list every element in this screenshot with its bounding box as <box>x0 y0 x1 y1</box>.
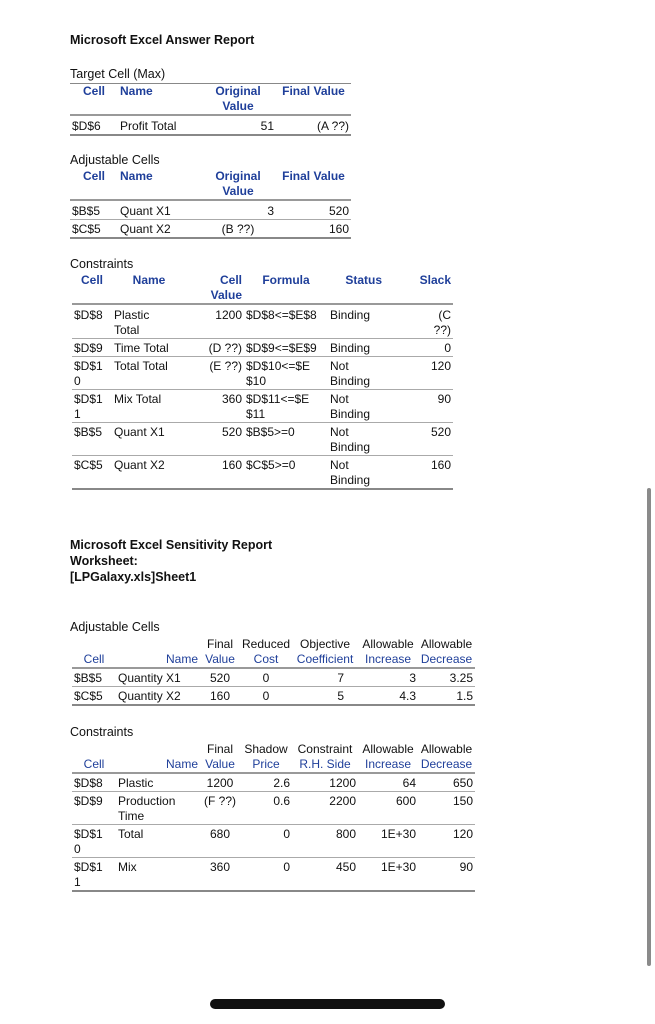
cell-ref: $D$8 <box>72 773 116 792</box>
cell-name <box>112 304 186 339</box>
table-row <box>72 456 453 490</box>
col-cell-header: Cell <box>70 84 118 116</box>
sens-adjustable-label: Adjustable Cells <box>70 620 160 634</box>
allowable-decrease: 120 <box>418 825 475 858</box>
h-top: Allowable <box>362 637 414 651</box>
formula: $B$5>=0 <box>244 423 328 456</box>
col-slack-header: Slack <box>384 273 453 304</box>
adjustable-cells-label: Adjustable Cells <box>70 153 160 167</box>
h-bottom: Cell <box>72 652 116 668</box>
shadow-price: 0.6 <box>240 792 292 825</box>
cell-value: 1200 <box>186 304 244 339</box>
slack: 120 <box>384 357 453 390</box>
col-name-header: Name <box>118 169 200 200</box>
rh-side: 800 <box>292 825 358 858</box>
h-bottom: Cost <box>240 652 292 668</box>
allowable-increase: 1E+30 <box>358 858 418 892</box>
table-row <box>70 115 351 135</box>
allowable-decrease: 1.5 <box>418 687 475 706</box>
table-row <box>70 220 351 239</box>
col-final-header: Final Value <box>276 84 351 116</box>
cell-ref: $D$9 <box>72 339 112 357</box>
slack: 160 <box>384 456 453 490</box>
original-value: 51 <box>200 115 276 135</box>
col-name-header: Name <box>112 273 186 304</box>
original-value: 3 <box>200 200 276 220</box>
h-top: Objective <box>300 637 351 651</box>
allowable-decrease: 650 <box>418 773 475 792</box>
constraints-label: Constraints <box>70 257 134 271</box>
vertical-scrollbar[interactable] <box>647 488 651 966</box>
sens-adjustable-table <box>72 637 475 706</box>
cell-ref: $D$10 <box>74 359 103 388</box>
cell-name: Profit Total <box>118 115 200 135</box>
original-value: (B ??) <box>200 220 276 239</box>
h-top: Final <box>206 742 233 756</box>
table-row <box>72 773 475 792</box>
h-bottom: Increase <box>358 757 418 773</box>
status: Not Binding <box>330 458 371 487</box>
cell-name: Total Total <box>112 357 186 390</box>
cell-value: (E ??) <box>186 357 244 390</box>
final-value: 160 <box>200 687 240 706</box>
objective-coefficient: 7 <box>292 668 358 687</box>
cell-name: Mix Total <box>112 390 186 423</box>
h-top: Allowable <box>420 742 473 756</box>
table-row <box>72 687 475 706</box>
allowable-increase: 64 <box>358 773 418 792</box>
allowable-decrease: 3.25 <box>418 668 475 687</box>
worksheet-label: Worksheet: <box>70 554 138 568</box>
cell-name: Time Total <box>112 339 186 357</box>
formula: $D$9<=$E$9 <box>244 339 328 357</box>
final-value: (F ??) <box>200 792 240 825</box>
cell-value: 360 <box>186 390 244 423</box>
table-row <box>72 423 453 456</box>
cell-ref: $B$5 <box>70 200 118 220</box>
formula: $D$8<=$E$8 <box>244 304 328 339</box>
table-row <box>72 357 453 390</box>
shadow-price: 0 <box>240 858 292 892</box>
table-row <box>72 304 453 339</box>
allowable-increase: 600 <box>358 792 418 825</box>
h-top: Allowable <box>420 637 473 651</box>
col-value-header: Cell Value <box>186 273 244 304</box>
h-bottom: Value <box>200 757 240 773</box>
sensitivity-report-title: Microsoft Excel Sensitivity Report <box>70 538 273 552</box>
cell-name: Quant X1 <box>112 423 186 456</box>
cell-ref: $C$5 <box>70 220 118 239</box>
table-row <box>72 858 475 892</box>
slack: (C ??) <box>433 308 451 337</box>
h-bottom: Decrease <box>418 652 475 668</box>
sens-constraints-label: Constraints <box>70 725 134 739</box>
allowable-decrease: 150 <box>418 792 475 825</box>
slack: 90 <box>384 390 453 423</box>
cell-name: Quant X2 <box>118 220 200 239</box>
table-row <box>72 825 475 858</box>
target-cell-table <box>70 83 351 136</box>
cell-ref: $D$6 <box>70 115 118 135</box>
h-bottom: Cell <box>72 757 116 773</box>
shadow-price: 0 <box>240 825 292 858</box>
cell-name: Total <box>116 825 200 858</box>
status: Not Binding <box>330 425 371 454</box>
col-name-header: Name <box>118 84 200 116</box>
col-formula-header: Formula <box>244 273 328 304</box>
table-row <box>70 200 351 220</box>
cell-name: Mix <box>116 858 200 892</box>
final-value: 160 <box>276 220 351 239</box>
final-value: 520 <box>276 200 351 220</box>
final-value: 360 <box>200 858 240 892</box>
slack: 0 <box>384 339 453 357</box>
cell-ref: $D$10 <box>74 827 103 856</box>
cell-name: Quantity X2 <box>116 687 200 706</box>
cell-ref: $D$11 <box>74 392 103 421</box>
h-top: Shadow <box>244 742 288 756</box>
h-bottom: Name <box>116 652 200 668</box>
h-bottom: Coefficient <box>292 652 358 668</box>
col-final-header: Final Value <box>276 169 351 200</box>
cell-ref: $D$11 <box>74 860 103 889</box>
final-value: 680 <box>200 825 240 858</box>
target-cell-label: Target Cell (Max) <box>70 67 166 81</box>
cell-ref: $B$5 <box>72 423 112 456</box>
slack: 520 <box>384 423 453 456</box>
h-bottom: Increase <box>358 652 418 668</box>
cell-name: Quant X1 <box>118 200 200 220</box>
status: Binding <box>328 304 384 339</box>
reduced-cost: 0 <box>240 687 292 706</box>
allowable-decrease: 90 <box>418 858 475 892</box>
cell-name: Quant X2 <box>112 456 186 490</box>
formula: $C$5>=0 <box>244 456 328 490</box>
col-cell-header: Cell <box>70 169 118 200</box>
h-top: Reduced <box>242 637 291 651</box>
col-cell-header: Cell <box>72 273 112 304</box>
cell-ref: $B$5 <box>72 668 116 687</box>
cell-value: 160 <box>186 456 244 490</box>
h-bottom: Name <box>116 757 200 773</box>
reduced-cost: 0 <box>240 668 292 687</box>
sensitivity-report-heading <box>70 537 272 585</box>
worksheet-name: [LPGalaxy.xls]Sheet1 <box>70 570 197 584</box>
adjustable-cells-table <box>70 169 351 239</box>
objective-coefficient: 5 <box>292 687 358 706</box>
final-value: 1200 <box>200 773 240 792</box>
final-value: 520 <box>200 668 240 687</box>
h-bottom: Price <box>240 757 292 773</box>
cell-value: 520 <box>186 423 244 456</box>
answer-report-title: Microsoft Excel Answer Report <box>70 33 255 47</box>
h-bottom: Value <box>200 652 240 668</box>
cell-ref: $C$5 <box>72 456 112 490</box>
table-row <box>72 668 475 687</box>
home-indicator[interactable] <box>210 999 445 1009</box>
table-row <box>72 339 453 357</box>
allowable-increase: 3 <box>358 668 418 687</box>
rh-side: 450 <box>292 858 358 892</box>
h-top: Allowable <box>362 742 414 756</box>
formula: $D$11<=$E$11 <box>246 392 310 421</box>
h-top: Constraint <box>297 742 353 756</box>
answer-constraints-table <box>72 273 453 490</box>
h-top: Final <box>206 637 233 651</box>
sens-constraints-table <box>72 742 475 892</box>
cell-value: (D ??) <box>186 339 244 357</box>
cell-name: Production Time <box>118 794 176 823</box>
cell-ref: $D$9 <box>72 792 116 825</box>
allowable-increase: 4.3 <box>358 687 418 706</box>
col-original-header: Original Value <box>200 84 276 116</box>
h-bottom: Decrease <box>418 757 475 773</box>
h-bottom: R.H. Side <box>292 757 358 773</box>
allowable-increase: 1E+30 <box>358 825 418 858</box>
status: Binding <box>328 339 384 357</box>
cell-ref: $C$5 <box>72 687 116 706</box>
rh-side: 2200 <box>292 792 358 825</box>
formula: $D$10<=$E$10 <box>246 359 311 388</box>
col-status-header: Status <box>328 273 384 304</box>
col-original-header: Original Value <box>200 169 276 200</box>
shadow-price: 2.6 <box>240 773 292 792</box>
rh-side: 1200 <box>292 773 358 792</box>
cell-name: Quantity X1 <box>116 668 200 687</box>
status: Not Binding <box>330 359 371 388</box>
cell-name: Plastic <box>116 773 200 792</box>
table-row <box>72 390 453 423</box>
final-value: (A ??) <box>276 115 351 135</box>
status: Not Binding <box>330 392 371 421</box>
cell-name-text: Plastic Total <box>114 308 150 337</box>
table-row <box>72 792 475 825</box>
cell-ref: $D$8 <box>72 304 112 339</box>
